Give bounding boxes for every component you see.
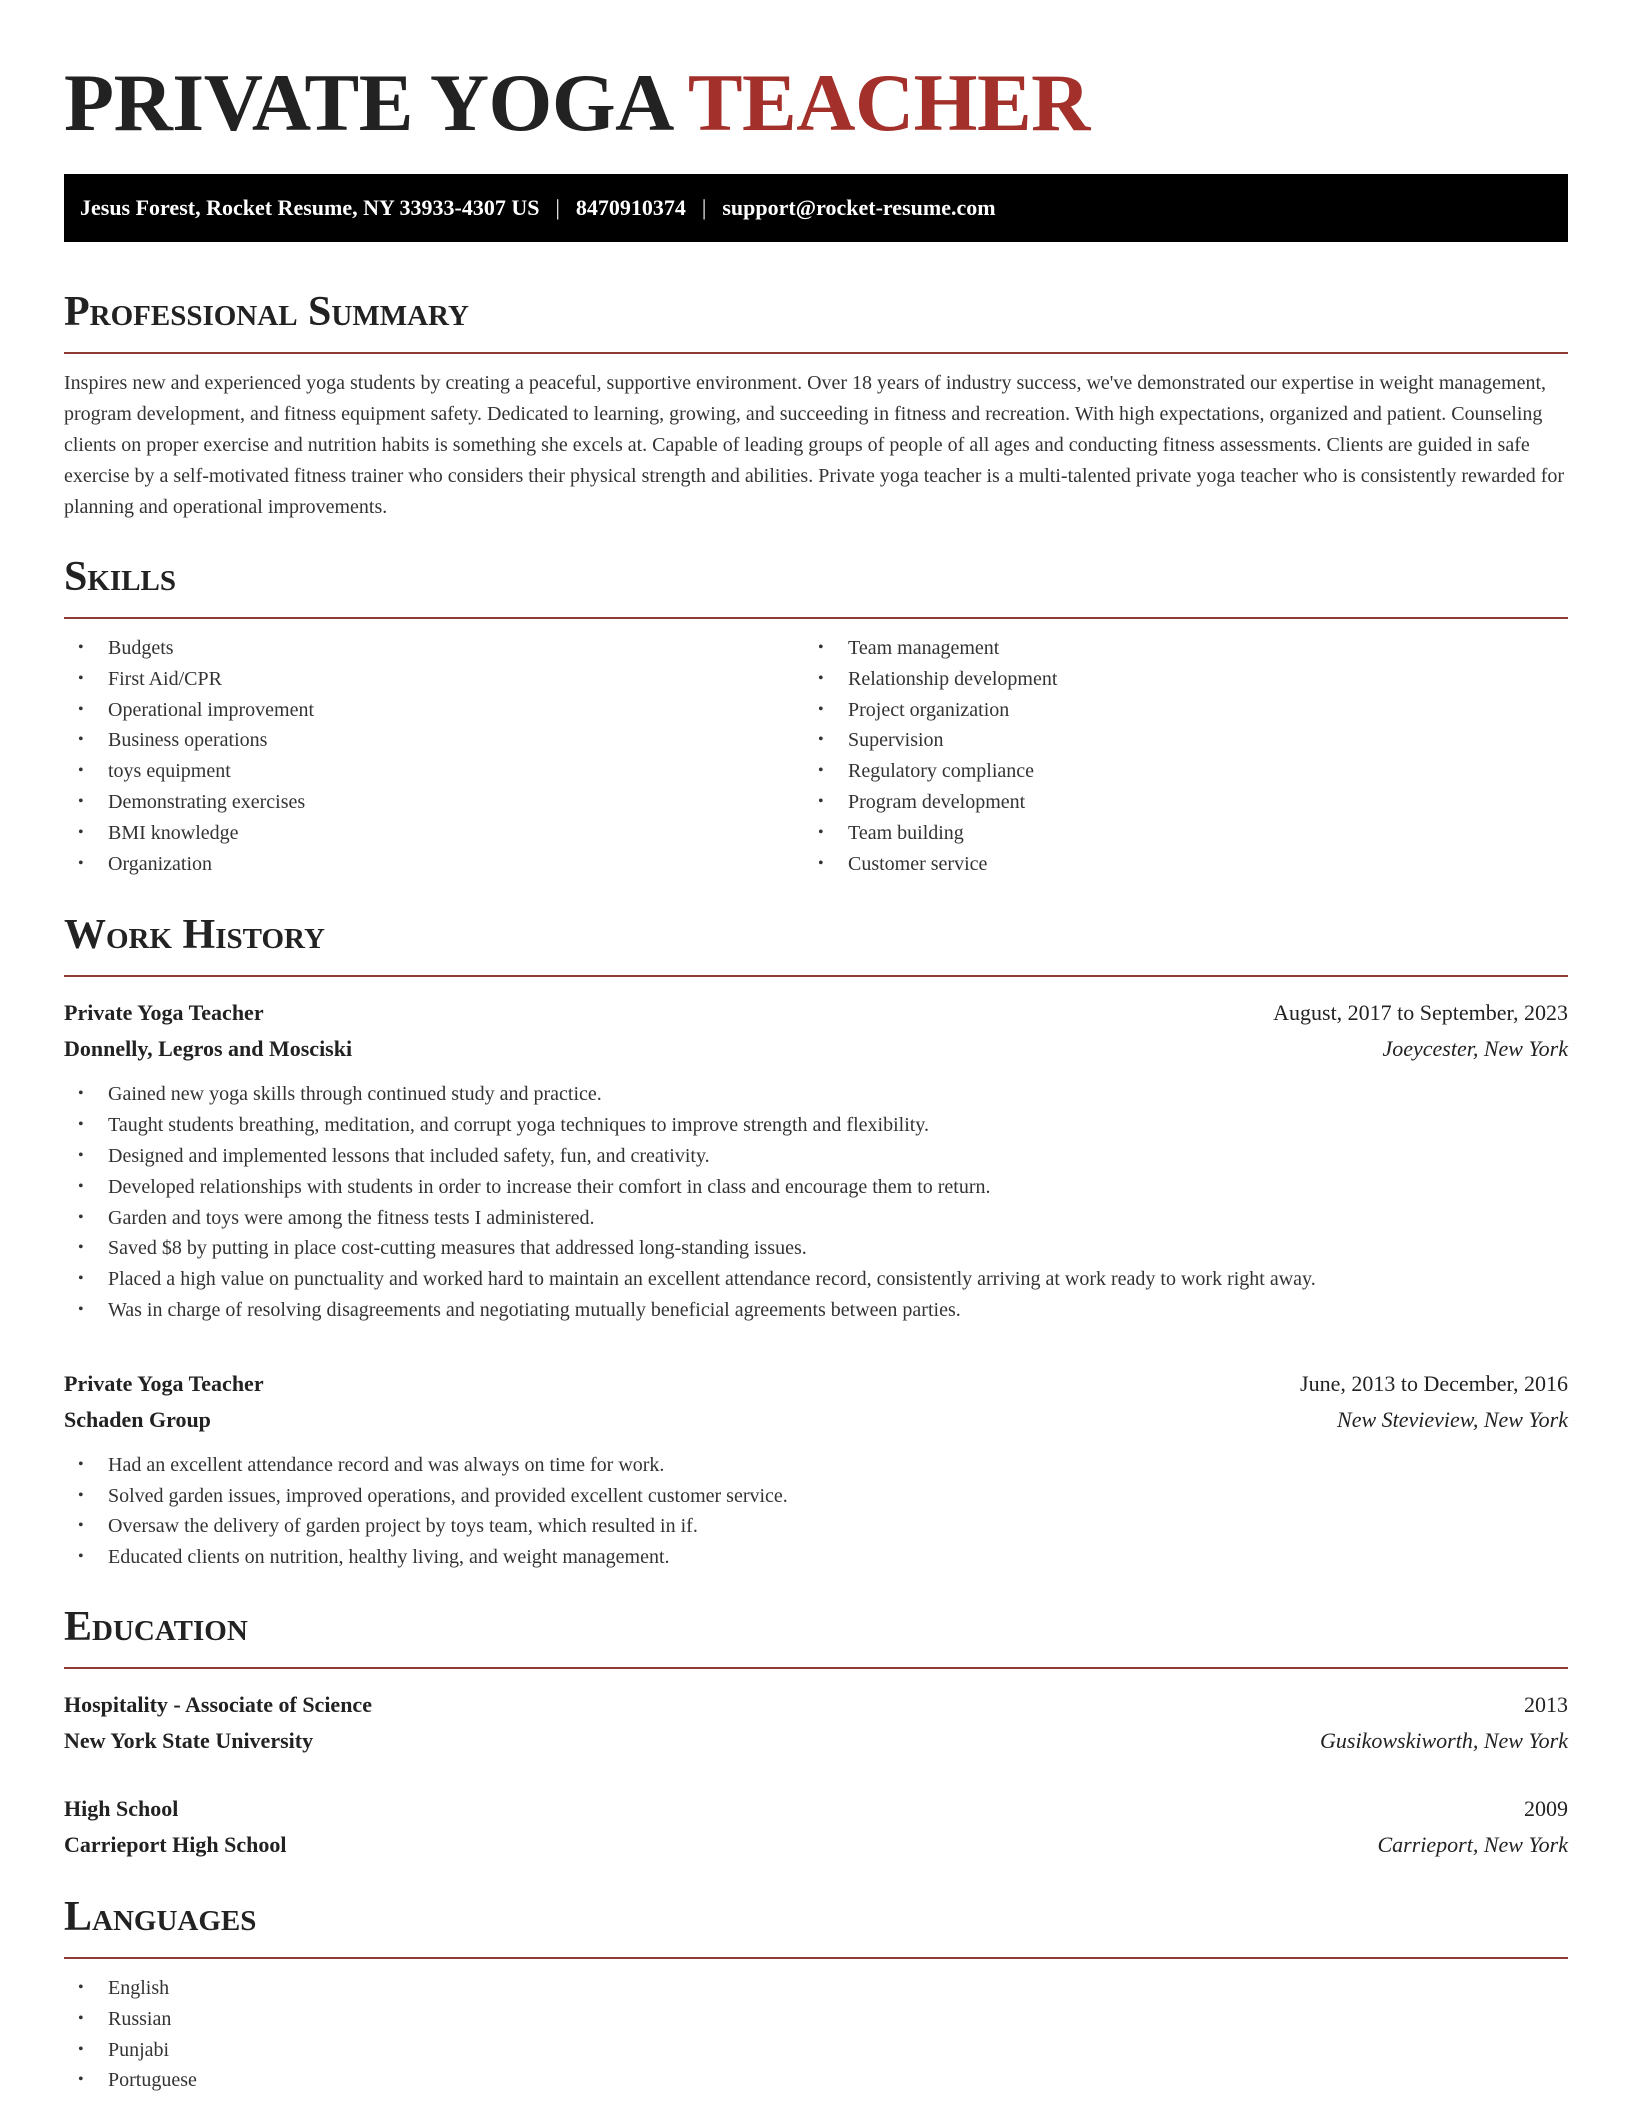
skill-item: • BMI knowledge <box>64 818 804 849</box>
job-entry <box>64 1366 1568 1573</box>
job-bullets <box>64 1079 1568 1325</box>
skill-item: • Program development <box>804 787 1568 818</box>
job-company-row <box>64 1031 1568 1067</box>
bullet-icon: • <box>78 1177 84 1195</box>
job-company: Schaden Group <box>64 1406 211 1432</box>
job-entry <box>64 995 1568 1325</box>
bullet-icon: • <box>818 823 824 841</box>
education-school-row <box>64 1827 1568 1863</box>
bullet-icon: • <box>78 1239 84 1257</box>
skill-item: • Operational improvement <box>64 695 804 726</box>
bullet-icon: • <box>78 1517 84 1535</box>
name-last: TEACHER <box>687 57 1090 148</box>
skill-item: • Customer service <box>804 849 1568 880</box>
skills-column-right <box>804 619 1568 879</box>
name-first: PRIVATE YOGA <box>64 57 670 148</box>
bullet-icon: • <box>818 700 824 718</box>
bullet-icon: • <box>78 639 84 656</box>
bullet-icon: • <box>818 854 824 872</box>
contact-address: Jesus Forest, Rocket Resume, NY 33933-4307 US <box>80 195 540 220</box>
contact-email: support@rocket-resume.com <box>722 195 996 220</box>
education-school-row <box>64 1723 1568 1759</box>
skills-list-left <box>64 633 804 879</box>
bullet-icon: • <box>78 854 84 872</box>
skill-item: • Team building <box>804 818 1568 849</box>
skills-list-right <box>804 633 1568 879</box>
languages-section <box>64 1893 1568 2096</box>
education-year: 2013 <box>1524 1691 1568 1717</box>
bullet-icon: • <box>818 731 824 749</box>
bullet-icon: • <box>818 639 824 656</box>
skills-grid <box>64 619 1568 879</box>
section-title: Professional Summary <box>64 289 469 335</box>
job-bullet: • Garden and toys were among the fitness tests I administered. <box>64 1203 1568 1234</box>
skill-item: • Organization <box>64 849 804 880</box>
skills-column-left <box>64 619 804 879</box>
job-bullet: • Gained new yoga skills through continued study and practice. <box>64 1079 1568 1110</box>
language-item: • Portuguese <box>64 2065 1568 2096</box>
section-divider <box>64 975 1568 977</box>
bullet-icon: • <box>78 1455 84 1473</box>
bullet-icon: • <box>78 1978 84 1996</box>
skill-item: • Project organization <box>804 695 1568 726</box>
skill-item: • Budgets <box>64 633 804 664</box>
job-location: New Stevieview, New York <box>1337 1406 1568 1432</box>
education-location: Carrieport, New York <box>1377 1831 1568 1857</box>
education-entry <box>64 1687 1568 1759</box>
bullet-icon: • <box>78 823 84 841</box>
summary-section <box>64 288 1568 523</box>
skill-item: • Business operations <box>64 725 804 756</box>
job-bullet: • Developed relationships with students in order to increase their comfort in class and encourage them to return. <box>64 1172 1568 1203</box>
bullet-icon: • <box>78 1146 84 1164</box>
job-position: Private Yoga Teacher <box>64 1000 264 1026</box>
work-history-section <box>64 911 1568 1573</box>
education-header-row <box>64 1687 1568 1723</box>
education-school: New York State University <box>64 1727 314 1753</box>
section-title: Skills <box>64 554 177 600</box>
education-year: 2009 <box>1524 1795 1568 1821</box>
bullet-icon: • <box>78 792 84 810</box>
skill-item: • toys equipment <box>64 756 804 787</box>
contact-bar <box>64 174 1568 242</box>
language-item: • Russian <box>64 2004 1568 2035</box>
job-header-row <box>64 995 1568 1031</box>
contact-phone: 8470910374 <box>575 195 686 220</box>
job-bullet: • Educated clients on nutrition, healthy living, and weight management. <box>64 1542 1568 1573</box>
skill-item: • Relationship development <box>804 664 1568 695</box>
job-bullet: • Placed a high value on punctuality and worked hard to maintain an excellent attendance record, consistently arriving at work ready to work right away. <box>64 1264 1568 1295</box>
bullet-icon: • <box>78 1486 84 1504</box>
languages-list <box>64 1973 1568 2096</box>
job-bullet: • Was in charge of resolving disagreements and negotiating mutually beneficial agreements between parties. <box>64 1295 1568 1326</box>
skill-item: • Supervision <box>804 725 1568 756</box>
bullet-icon: • <box>818 792 824 810</box>
bullet-icon: • <box>78 2071 84 2089</box>
summary-text: Inspires new and experienced yoga students by creating a peaceful, supportive environment. Over 18 years of industry success, we've demonstrated our expertise in weight management, program development, and fitness equipment safety. Dedicated to learning, growing, and succeeding in fitness and recreation. With high expectations, organized and patient. Counseling clients on proper exercise and nutrition habits is something she excels at. Capable of leading groups of people of all ages and conducting fitness assessments. Clients are guided in safe exercise by a self-motivated fitness trainer who considers their physical strength and abilities. Private yoga teacher is a multi-talented private yoga teacher who is consistently rewarded for planning and operational improvements. <box>64 372 1565 518</box>
bullet-icon: • <box>78 762 84 780</box>
skills-section <box>64 553 1568 879</box>
section-divider <box>64 352 1568 354</box>
education-location: Gusikowskiworth, New York <box>1320 1727 1568 1753</box>
education-degree: Hospitality - Associate of Science <box>64 1691 372 1717</box>
job-company: Donnelly, Legros and Mosciski <box>64 1036 353 1062</box>
skill-item: • Team management <box>804 633 1568 664</box>
job-bullet: • Solved garden issues, improved operations, and provided excellent customer service. <box>64 1481 1568 1512</box>
language-item: • Punjabi <box>64 2035 1568 2066</box>
job-bullet: • Had an excellent attendance record and was always on time for work. <box>64 1450 1568 1481</box>
education-school: Carrieport High School <box>64 1831 287 1857</box>
bullet-icon: • <box>78 1548 84 1566</box>
job-bullets <box>64 1450 1568 1573</box>
bullet-icon: • <box>78 669 84 687</box>
job-bullet: • Oversaw the delivery of garden project by toys team, which resulted in if. <box>64 1511 1568 1542</box>
job-dates: August, 2017 to September, 2023 <box>1273 1000 1568 1026</box>
job-bullet: • Taught students breathing, meditation, and corrupt yoga techniques to improve strength and flexibility. <box>64 1110 1568 1141</box>
job-bullet: • Designed and implemented lessons that included safety, fun, and creativity. <box>64 1141 1568 1172</box>
bullet-icon: • <box>78 1208 84 1226</box>
section-title: Languages <box>64 1893 257 1940</box>
education-section <box>64 1603 1568 1863</box>
education-header-row <box>64 1791 1568 1827</box>
bullet-icon: • <box>78 1270 84 1288</box>
skill-item: • First Aid/CPR <box>64 664 804 695</box>
section-title: Education <box>64 1603 248 1650</box>
bullet-icon: • <box>818 762 824 780</box>
section-title: Work History <box>64 912 325 959</box>
bullet-icon: • <box>818 669 824 687</box>
skill-item: • Regulatory compliance <box>804 756 1568 787</box>
bullet-icon: • <box>78 731 84 749</box>
contact-separator: | <box>701 195 707 220</box>
resume-name <box>64 50 1568 156</box>
language-item: • English <box>64 1973 1568 2004</box>
bullet-icon: • <box>78 1116 84 1134</box>
job-position: Private Yoga Teacher <box>64 1370 264 1396</box>
bullet-icon: • <box>78 1085 84 1103</box>
bullet-icon: • <box>78 700 84 718</box>
bullet-icon: • <box>78 2040 84 2058</box>
job-location: Joeycester, New York <box>1382 1036 1568 1062</box>
education-entry <box>64 1791 1568 1863</box>
section-divider <box>64 1957 1568 1959</box>
bullet-icon: • <box>78 2009 84 2027</box>
job-bullet: • Saved $8 by putting in place cost-cutting measures that addressed long-standing issues. <box>64 1233 1568 1264</box>
skill-item: • Demonstrating exercises <box>64 787 804 818</box>
bullet-icon: • <box>78 1300 84 1318</box>
section-divider <box>64 1667 1568 1669</box>
contact-separator: | <box>555 195 560 220</box>
job-dates: June, 2013 to December, 2016 <box>1300 1370 1568 1396</box>
job-header-row <box>64 1366 1568 1402</box>
job-company-row <box>64 1402 1568 1438</box>
education-degree: High School <box>64 1795 179 1821</box>
